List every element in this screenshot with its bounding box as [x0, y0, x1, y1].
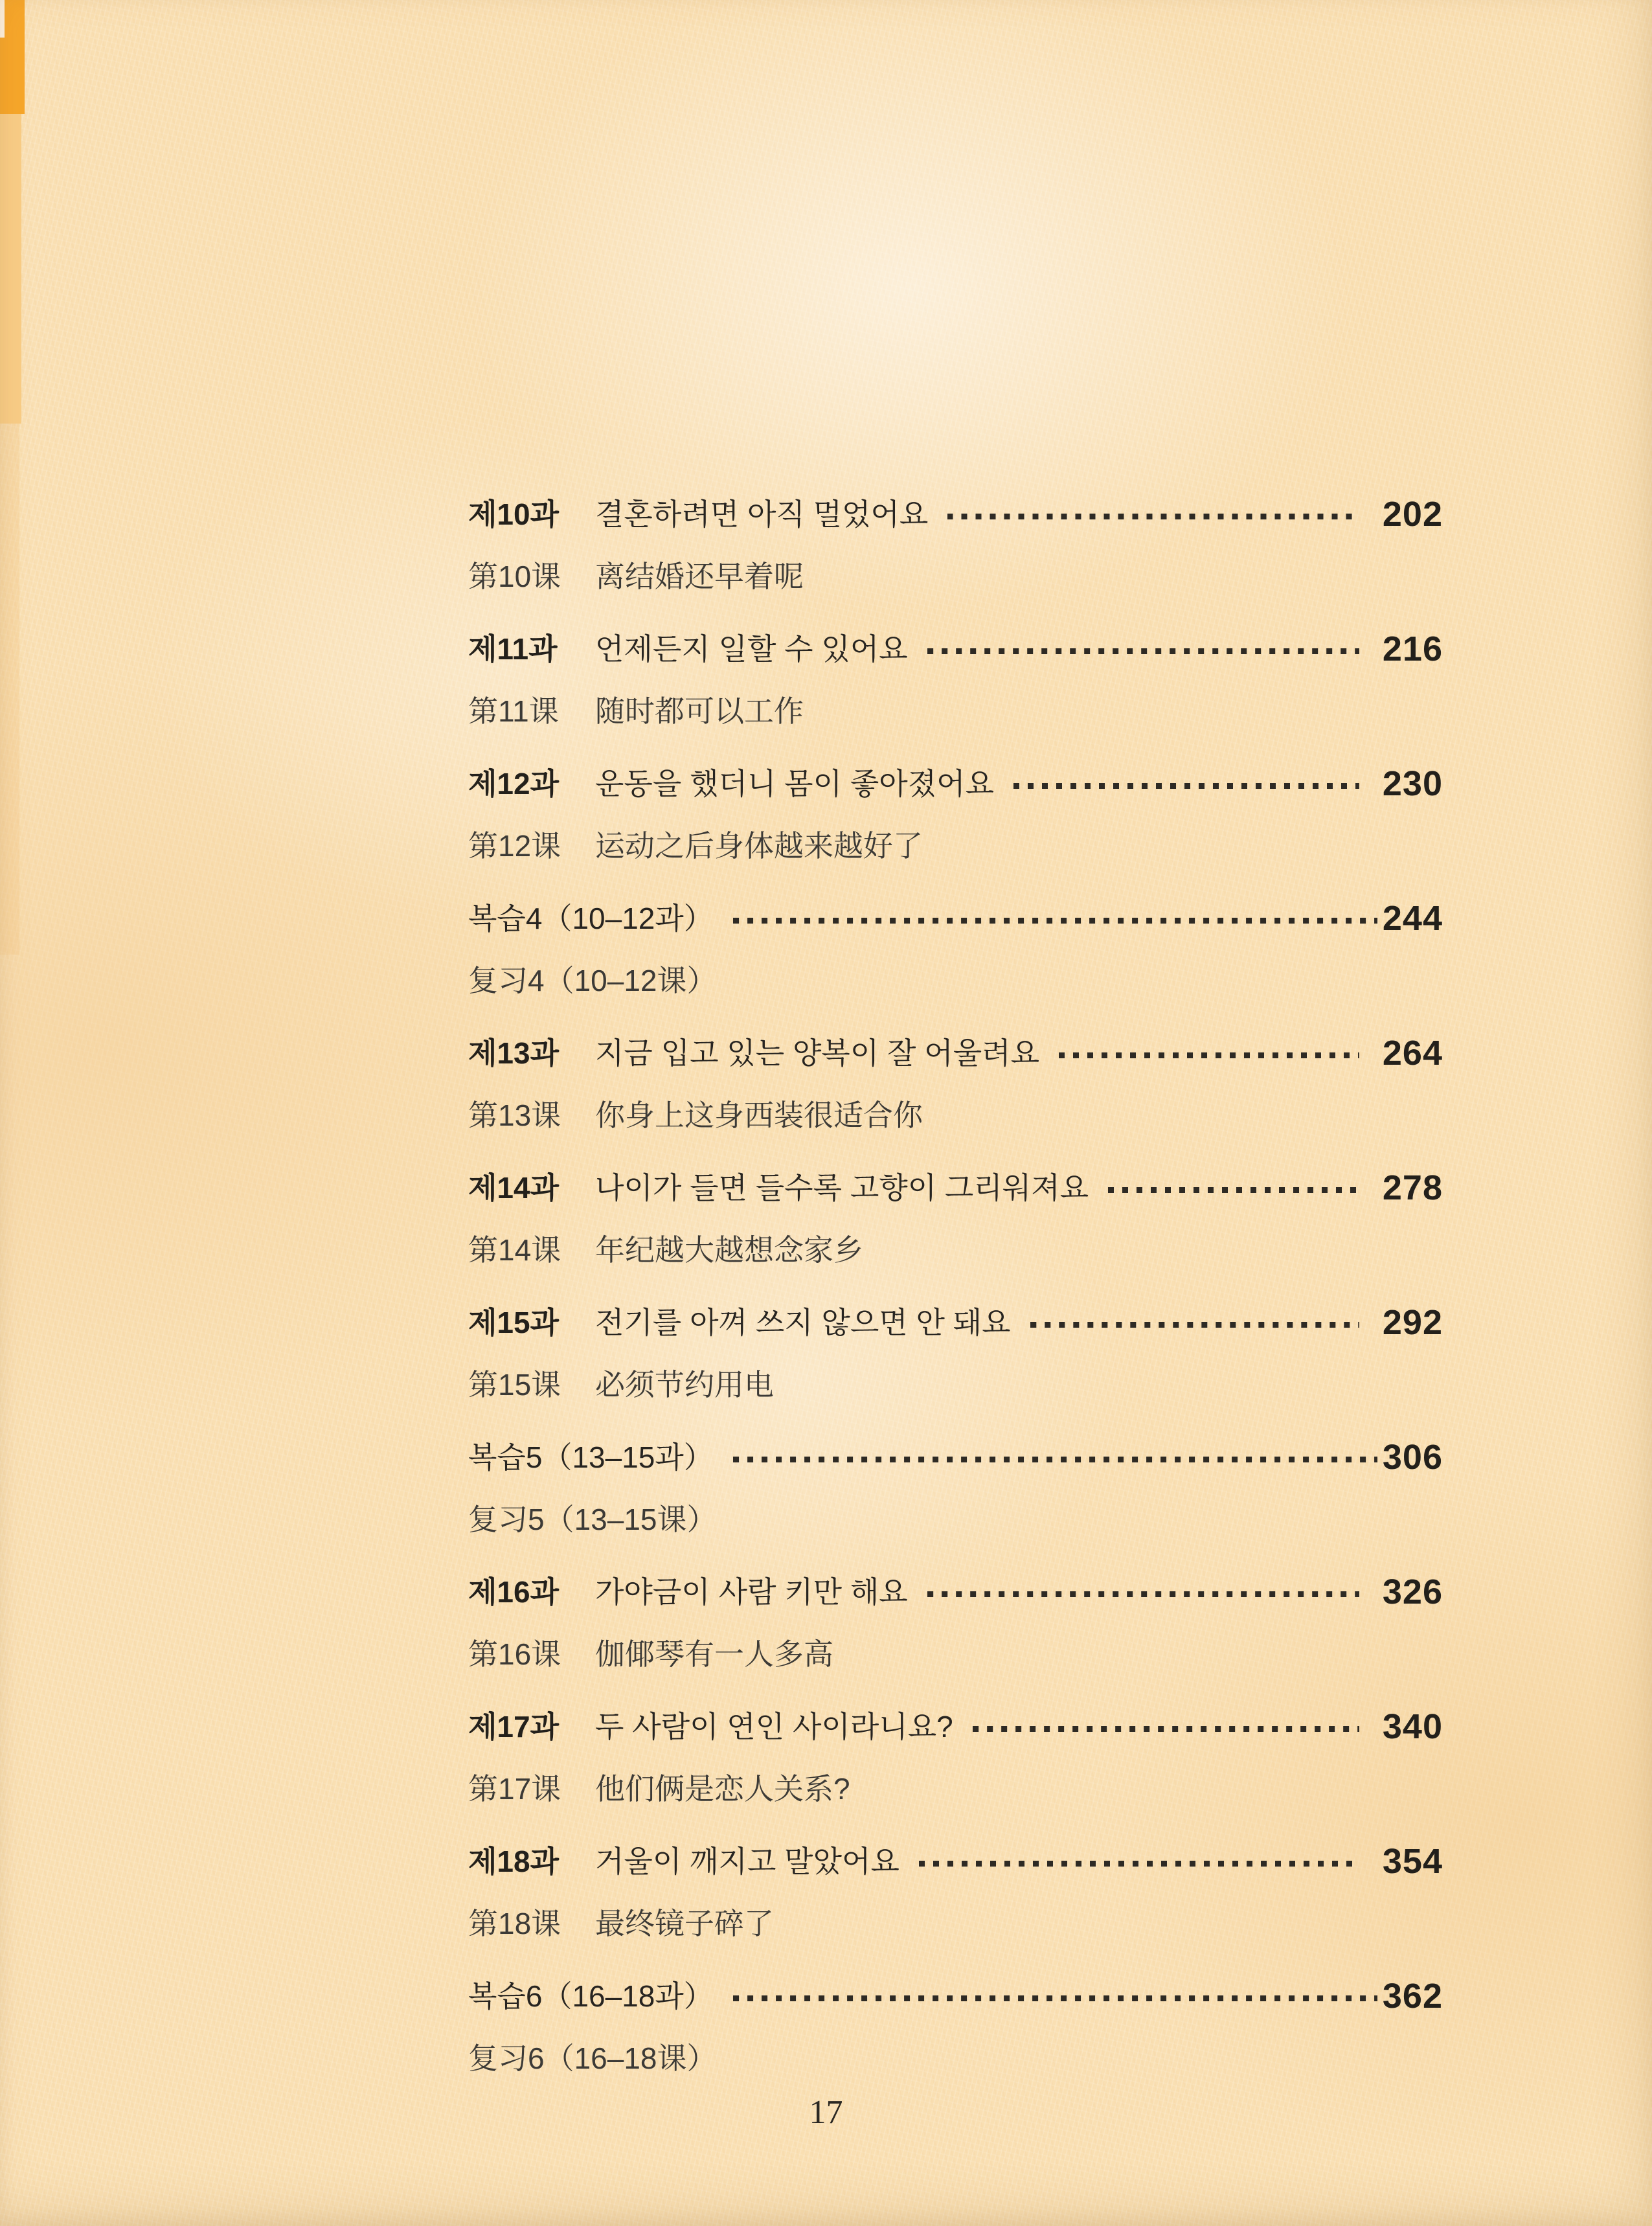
lesson-title-chinese: 必须节约用电	[595, 1368, 774, 1402]
lesson-number-chinese: 第15课	[468, 1368, 561, 1402]
left-margin-stripe-light	[0, 114, 21, 424]
toc-entry-korean-row	[468, 1707, 1443, 1747]
page-number: 17	[809, 2094, 843, 2131]
toc-entry-korean-row	[468, 764, 1443, 804]
toc-entry-chinese-row	[468, 1499, 1443, 1539]
toc-entry-lesson	[468, 494, 1443, 596]
toc-entry-korean-row	[468, 494, 1443, 534]
lesson-page-number: 264	[1382, 1034, 1443, 1073]
dot-leader	[927, 1591, 1359, 1597]
toc-entry-korean-row	[468, 1437, 1443, 1477]
toc-entry-lesson	[468, 1572, 1443, 1674]
lesson-number-chinese: 第12课	[468, 829, 561, 863]
lesson-title-chinese: 伽倻琴有一人多高	[595, 1637, 833, 1671]
lesson-page-number: 216	[1382, 630, 1443, 668]
lesson-title-chinese: 随时都可以工作	[595, 694, 804, 728]
lesson-title-korean: 전기를 아껴 쓰지 않으면 안 돼요	[595, 1306, 1011, 1339]
dot-leader	[733, 1457, 1377, 1462]
toc-entry-lesson	[468, 629, 1443, 731]
lesson-page-number: 292	[1382, 1303, 1443, 1342]
lesson-number-korean: 제16과	[468, 1575, 560, 1609]
toc-entry-chinese-row	[468, 1769, 1443, 1809]
toc-entry-korean-row	[468, 1841, 1443, 1881]
lesson-number-chinese: 第14课	[468, 1233, 561, 1267]
lesson-title-korean: 두 사람이 연인 사이라니요?	[595, 1710, 953, 1743]
lesson-title-korean: 거울이 깨지고 말았어요	[595, 1845, 900, 1878]
toc-entry-chinese-row	[468, 960, 1443, 1001]
lesson-title-chinese: 离结婚还早着呢	[595, 560, 804, 593]
toc-entry-korean-row	[468, 1302, 1443, 1343]
lesson-title-korean: 나이가 들면 들수록 고향이 그리워져요	[595, 1171, 1089, 1205]
lesson-number-korean: 제11과	[468, 632, 558, 666]
lesson-number-korean: 제14과	[468, 1171, 560, 1205]
lesson-title-chinese: 最终镜子碎了	[595, 1907, 774, 1940]
toc-entry-chinese-row	[468, 826, 1443, 866]
dot-leader	[1013, 783, 1359, 789]
toc-entry-lesson	[468, 764, 1443, 866]
toc-entry-korean-row	[468, 1033, 1443, 1073]
toc-entry-korean-row	[468, 629, 1443, 669]
toc-entry-chinese-row	[468, 1230, 1443, 1270]
lesson-page-number: 202	[1382, 495, 1443, 534]
toc-entry-lesson	[468, 1302, 1443, 1405]
toc-entry-lesson	[468, 1841, 1443, 1944]
lesson-title-chinese: 他们俩是恋人关系?	[595, 1772, 850, 1806]
lesson-number-korean: 제10과	[468, 497, 560, 531]
dot-leader	[1059, 1052, 1359, 1058]
lesson-number-korean: 제18과	[468, 1845, 560, 1878]
toc-entry-lesson	[468, 1033, 1443, 1135]
lesson-title-korean: 언제든지 일할 수 있어요	[595, 632, 908, 666]
review-title-korean: 복습6（16–18과）	[468, 1979, 714, 2013]
toc-entry-review	[468, 1976, 1443, 2078]
dot-leader	[733, 918, 1377, 924]
scan-edge-artifact	[0, 0, 5, 38]
toc-entry-chinese-row	[468, 556, 1443, 596]
lesson-number-korean: 제12과	[468, 767, 560, 801]
dot-leader	[1108, 1187, 1359, 1193]
toc-entry-lesson	[468, 1707, 1443, 1809]
toc-entry-korean-row	[468, 1572, 1443, 1612]
review-title-chinese: 复习6（16–18课）	[468, 2041, 717, 2075]
toc-entry-korean-row	[468, 1976, 1443, 2016]
lesson-title-korean: 지금 입고 있는 양복이 잘 어울려요	[595, 1036, 1040, 1070]
toc-entry-chinese-row	[468, 1903, 1443, 1944]
lesson-number-chinese: 第10课	[468, 560, 561, 593]
lesson-page-number: 326	[1382, 1573, 1443, 1611]
lesson-title-korean: 운동을 했더니 몸이 좋아졌어요	[595, 767, 995, 801]
toc-entry-chinese-row	[468, 1634, 1443, 1674]
dot-leader	[947, 514, 1359, 519]
lesson-page-number: 278	[1382, 1168, 1443, 1207]
table-of-contents	[468, 494, 1443, 2111]
toc-entry-chinese-row	[468, 1095, 1443, 1135]
toc-entry-review	[468, 898, 1443, 1001]
toc-entry-chinese-row	[468, 2038, 1443, 2078]
dot-leader	[927, 648, 1359, 654]
lesson-title-chinese: 年纪越大越想念家乡	[595, 1233, 863, 1267]
left-margin-stripe-faint	[0, 424, 19, 955]
review-page-number: 306	[1382, 1438, 1443, 1477]
lesson-title-chinese: 运动之后身体越来越好了	[595, 829, 923, 863]
lesson-number-chinese: 第17课	[468, 1772, 561, 1806]
toc-entry-chinese-row	[468, 691, 1443, 731]
dot-leader	[733, 1995, 1377, 2001]
toc-entry-chinese-row	[468, 1365, 1443, 1405]
toc-entry-korean-row	[468, 1168, 1443, 1208]
review-title-korean: 복습4（10–12과）	[468, 902, 714, 935]
lesson-number-chinese: 第13课	[468, 1098, 561, 1132]
lesson-title-korean: 결혼하려면 아직 멀었어요	[595, 497, 929, 531]
toc-entry-lesson	[468, 1168, 1443, 1270]
review-title-chinese: 复习5（13–15课）	[468, 1503, 717, 1536]
review-title-korean: 복습5（13–15과）	[468, 1440, 714, 1474]
review-title-chinese: 复习4（10–12课）	[468, 964, 717, 997]
lesson-number-chinese: 第11课	[468, 694, 559, 728]
lesson-number-chinese: 第16课	[468, 1637, 561, 1671]
lesson-number-korean: 제17과	[468, 1710, 560, 1743]
lesson-title-korean: 가야금이 사람 키만 해요	[595, 1575, 908, 1609]
dot-leader	[1030, 1322, 1359, 1328]
review-page-number: 362	[1382, 1977, 1443, 2016]
toc-entry-korean-row	[468, 898, 1443, 938]
lesson-number-korean: 제15과	[468, 1306, 560, 1339]
lesson-number-korean: 제13과	[468, 1036, 560, 1070]
lesson-page-number: 354	[1382, 1842, 1443, 1881]
lesson-page-number: 230	[1382, 764, 1443, 803]
lesson-page-number: 340	[1382, 1707, 1443, 1746]
lesson-title-chinese: 你身上这身西装很适合你	[595, 1098, 923, 1132]
dot-leader	[919, 1861, 1359, 1867]
lesson-number-chinese: 第18课	[468, 1907, 561, 1940]
toc-entry-review	[468, 1437, 1443, 1539]
review-page-number: 244	[1382, 899, 1443, 938]
dot-leader	[973, 1726, 1359, 1732]
